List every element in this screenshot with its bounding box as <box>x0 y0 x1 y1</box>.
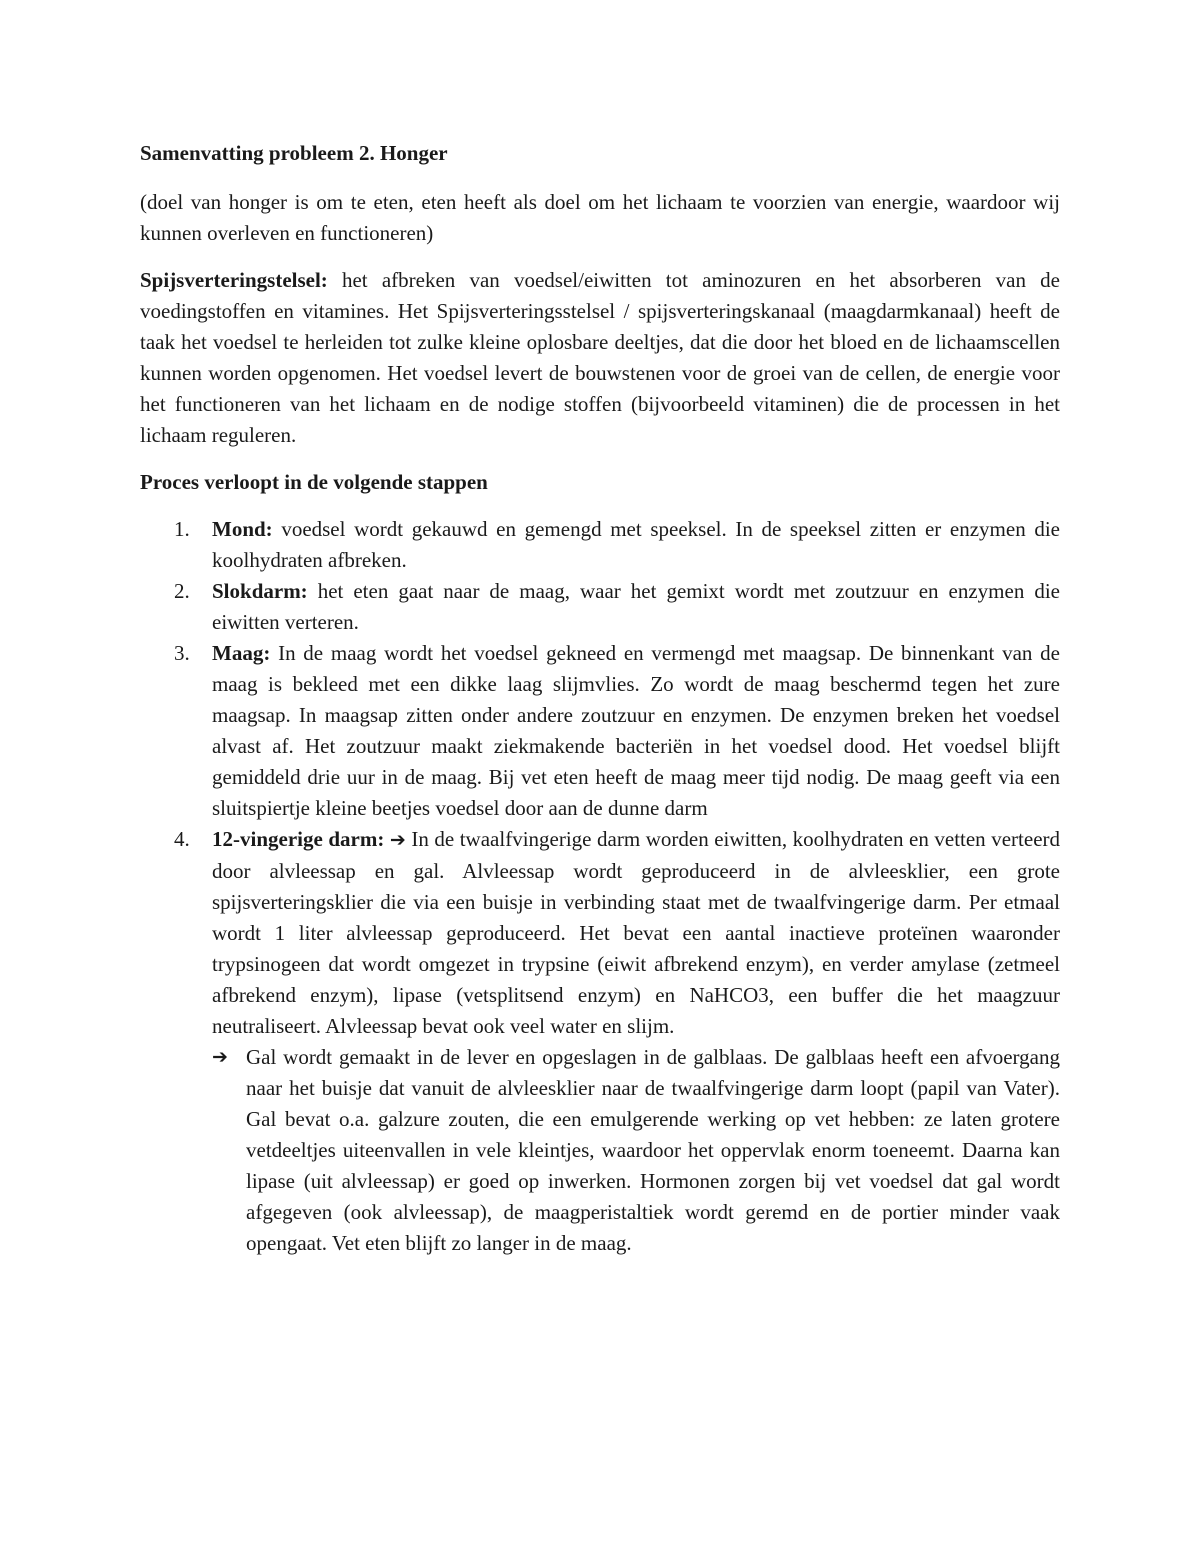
list-item <box>140 824 1060 1259</box>
step-term: Mond: <box>212 517 273 541</box>
list-item <box>140 638 1060 824</box>
process-steps-list <box>140 514 1060 1259</box>
list-number: 3. <box>174 641 190 665</box>
digestive-system-text: het afbreken van voedsel/eiwitten tot aminozuren en het absorberen van de voedingstoffen en vitamines. Het Spijsverteringsstelsel / spijsverteringskanaal (maagdarmkanaal) heeft de taak het voedsel te herleiden tot zulke kleine oplosbare deeltjes, dat die door het bloed en de lichaamscellen kunnen worden opgenomen. Het voedsel levert de bouwstenen voor de groei van de cellen, de energie voor het functioneren van het lichaam en de nodige stoffen (bijvoorbeeld vitaminen) die de processen in het lichaam reguleren. <box>140 268 1060 447</box>
list-number: 1. <box>174 517 190 541</box>
list-item <box>140 514 1060 576</box>
step-term: Slokdarm: <box>212 579 308 603</box>
list-number: 4. <box>174 827 190 851</box>
digestive-system-term: Spijsverteringstelsel: <box>140 268 328 292</box>
arrow-right-icon: ➔ <box>212 1046 228 1068</box>
process-heading: Proces verloopt in de volgende stappen <box>140 470 488 494</box>
step-text: het eten gaat naar de maag, waar het gemixt wordt met zoutzuur en enzymen die eiwitten verteren. <box>212 579 1060 634</box>
step-text: In de maag wordt het voedsel gekneed en vermengd met maagsap. De binnenkant van de maag is bekleed met een dikke laag slijmvlies. Zo wordt de maag beschermd tegen het zure maagsap. In maagsap zitten onder andere zoutzuur en enzymen. De enzymen breken het voedsel alvast af. Het zoutzuur maakt ziekmakende bacteriën in het voedsel dood. Het voedsel blijft gemiddeld drie uur in de maag. Bij vet eten heeft de maag meer tijd nodig. De maag geeft via een sluitspiertje kleine beetjes voedsel door aan de dunne darm <box>212 641 1060 820</box>
step-text: In de twaalfvingerige darm worden eiwitten, koolhydraten en vetten verteerd door alvleessap en gal. Alvleessap wordt geproduceerd in de alvleesklier, een grote spijsverteringsklier die via een buisje in verbinding staat met de twaalfvingerige darm. Per etmaal wordt 1 liter alvleessap geproduceerd. Het bevat een aantal inactieve proteïnen waaronder trypsinogeen dat wordt omgezet in trypsine (eiwit afbrekend enzym), en verder amylase (zetmeel afbrekend enzym), lipase (vetsplitsend enzym) en NaHCO3, een buffer die het maagzuur neutraliseert. Alvleessap bevat ook veel water en slijm. <box>212 827 1061 1038</box>
document-page <box>140 138 1060 1259</box>
arrow-right-icon: ➔ <box>389 829 406 851</box>
sub-paragraph-text: Gal wordt gemaakt in de lever en opgeslagen in de galblaas. De galblaas heeft een afvoergang naar het buisje dat vanuit de alvleesklier naar de twaalfvingerige darm loopt (papil van Vater). Gal bevat o.a. galzure zouten, die een emulgerende werking op vet hebben: ze laten grotere vetdeeltjes uiteenvallen in vele kleintjes, waardoor het oppervlak enorm toeneemt. Daarna kan lipase (uit alvleessap) er goed op inwerken. Hormonen zorgen bij vet voedsel dat gal wordt afgegeven (ook alvleessap), de maagperistaltiek wordt geremd en de portier minder vaak opengaat. Vet eten blijft zo langer in de maag. <box>246 1045 1060 1255</box>
step-text: voedsel wordt gekauwd en gemengd met speeksel. In de speeksel zitten er enzymen die koolhydraten afbreken. <box>212 517 1060 572</box>
list-item <box>140 576 1060 638</box>
list-number: 2. <box>174 579 190 603</box>
digestive-system-paragraph <box>140 265 1060 451</box>
step-term: Maag: <box>212 641 271 665</box>
intro-paragraph: (doel van honger is om te eten, eten heeft als doel om het lichaam te voorzien van energie, waardoor wij kunnen overleven en functioneren) <box>140 190 1060 245</box>
sub-paragraph-gal <box>212 1042 1060 1259</box>
step-term: 12-vingerige darm: <box>212 827 385 851</box>
document-title: Samenvatting probleem 2. Honger <box>140 141 448 165</box>
